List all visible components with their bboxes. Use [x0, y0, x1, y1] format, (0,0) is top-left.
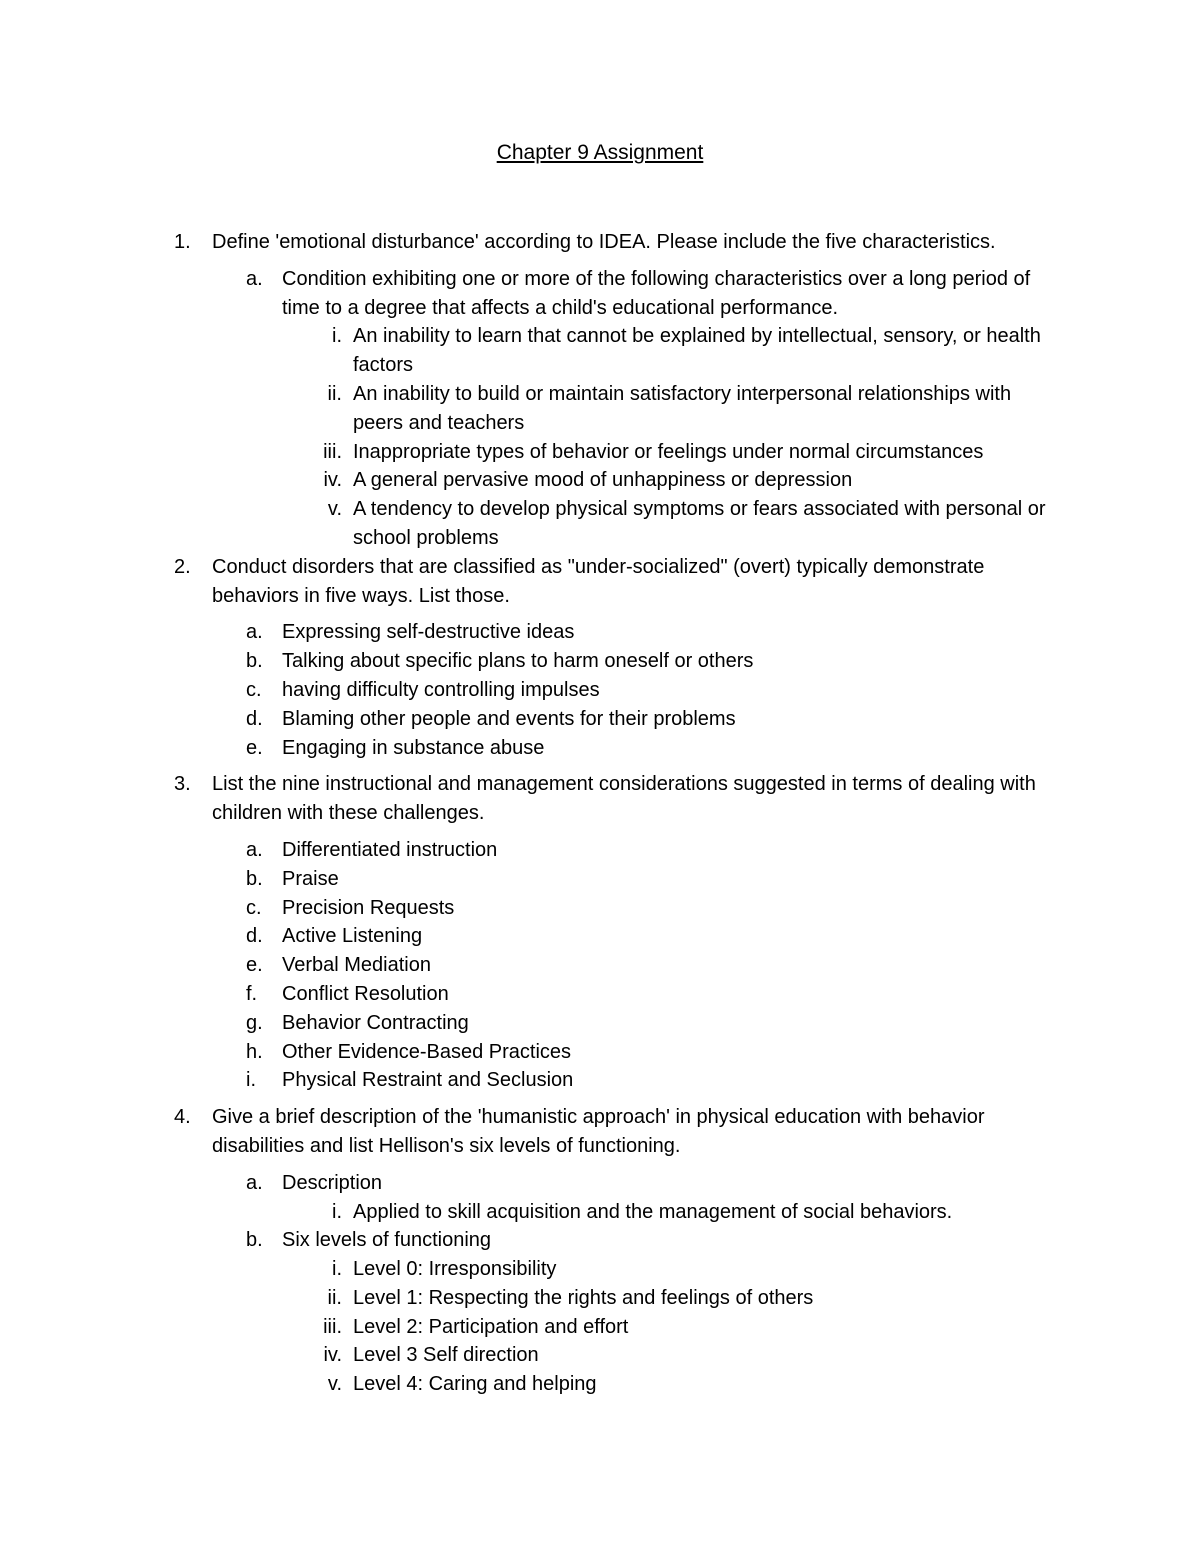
answer-marker: d.: [246, 707, 263, 730]
sub-answer-text: Inappropriate types of behavior or feelings under normal circumstances: [353, 440, 984, 463]
question-2: [0, 553, 1072, 611]
answer-marker: b.: [246, 867, 263, 890]
question-text: List the nine instructional and management considerations suggested in terms of dealing with children with these challenges.: [212, 773, 1036, 825]
answer-text: Engaging in substance abuse: [282, 736, 545, 759]
answer-item: [0, 1226, 1052, 1255]
answer-item: [0, 705, 1052, 734]
question-number: 4.: [174, 1106, 191, 1129]
answer-item: [0, 1038, 1052, 1067]
sub-answer-marker: i.: [332, 1258, 342, 1281]
sub-answer-marker: i.: [332, 325, 342, 348]
answer-item: [0, 980, 1052, 1009]
sub-answer-marker: iii.: [323, 440, 342, 463]
answer-marker: h.: [246, 1040, 263, 1063]
question-4: [0, 1103, 1072, 1161]
answer-text: Behavior Contracting: [282, 1011, 469, 1034]
answer-marker: b.: [246, 650, 263, 673]
answer-text: Conflict Resolution: [282, 982, 449, 1005]
question-text: Define 'emotional disturbance' according to IDEA. Please include the five characteristics.: [212, 231, 996, 253]
question-3: [0, 770, 1072, 828]
sub-answer-text: Level 3 Self direction: [353, 1344, 539, 1367]
answer-text: Expressing self-destructive ideas: [282, 621, 575, 644]
sub-answer-text: An inability to learn that cannot be explained by intellectual, sensory, or health factors: [353, 325, 1041, 377]
sub-answer-item: [0, 380, 1053, 438]
sub-answer-marker: ii.: [327, 382, 342, 405]
sub-answer-marker: iv.: [323, 469, 342, 492]
sub-answer-item: [0, 1255, 1053, 1284]
sub-answer-text: Level 4: Caring and helping: [353, 1373, 597, 1396]
sub-answer-item: [0, 322, 1053, 380]
answer-marker: e.: [246, 736, 263, 759]
sub-answer-text: Level 2: Participation and effort: [353, 1315, 629, 1338]
answer-item: [0, 836, 1052, 865]
page-title: Chapter 9 Assignment: [496, 141, 704, 164]
sub-answer-marker: i.: [332, 1200, 342, 1223]
answer-marker: a.: [246, 1171, 263, 1194]
answer-text: Blaming other people and events for their problems: [282, 707, 736, 730]
answer-marker: c.: [246, 678, 262, 701]
sub-answer-text: Level 1: Respecting the rights and feelings of others: [353, 1286, 814, 1309]
answer-item: [0, 1169, 1052, 1198]
sub-answer-marker: iii.: [323, 1315, 342, 1338]
answer-item: [0, 922, 1052, 951]
question-list: [0, 228, 1200, 1399]
sub-answer-text: A general pervasive mood of unhappiness or depression: [353, 469, 853, 492]
answer-item: [0, 265, 1052, 323]
sub-answer-item: [0, 1341, 1053, 1370]
answer-item: [0, 951, 1052, 980]
answer-text: Differentiated instruction: [282, 838, 498, 861]
sub-answer-marker: ii.: [327, 1286, 342, 1309]
sub-answer-text: A tendency to develop physical symptoms or fears associated with personal or school problems: [353, 498, 1046, 549]
question-1: [0, 228, 1072, 257]
answer-text: Other Evidence-Based Practices: [282, 1040, 572, 1063]
answer-marker: a.: [246, 838, 263, 861]
sub-answer-text: An inability to build or maintain satisfactory interpersonal relationships with peers and teachers: [353, 382, 1012, 434]
sub-answer-item: [0, 1284, 1053, 1313]
answer-item: [0, 1066, 1052, 1095]
answer-text: Praise: [282, 867, 339, 890]
sub-answer-item: [0, 1313, 1053, 1342]
answer-marker: d.: [246, 925, 263, 948]
answer-marker: c.: [246, 896, 262, 919]
answer-marker: i.: [246, 1069, 256, 1092]
answer-text: Six levels of functioning: [282, 1229, 492, 1252]
answer-text: Talking about specific plans to harm oneself or others: [282, 650, 754, 673]
answer-marker: b.: [246, 1229, 263, 1252]
answer-marker: e.: [246, 954, 263, 977]
answer-item: [0, 734, 1052, 763]
sub-answer-item: [0, 466, 1053, 495]
answer-item: [0, 618, 1052, 647]
answer-marker: g.: [246, 1011, 263, 1034]
answer-item: [0, 865, 1052, 894]
question-text: Conduct disorders that are classified as "under-socialized" (overt) typically demonstrate behaviors in five ways. List those.: [212, 555, 985, 607]
answer-text: having difficulty controlling impulses: [282, 678, 600, 701]
answer-item: [0, 894, 1052, 923]
answer-item: [0, 1009, 1052, 1038]
answer-text: Condition exhibiting one or more of the following characteristics over a long period of time to a degree that affects a child's educational performance.: [282, 267, 1031, 319]
answer-text: Precision Requests: [282, 896, 455, 919]
sub-answer-text: Applied to skill acquisition and the management of social behaviors.: [353, 1200, 953, 1223]
question-text: Give a brief description of the 'humanistic approach' in physical education with behavior disabilities and list Hellison's six levels of functioning.: [212, 1106, 985, 1157]
question-number: 1.: [174, 231, 191, 253]
answer-marker: f.: [246, 982, 258, 1005]
sub-answer-text: Level 0: Irresponsibility: [353, 1258, 557, 1281]
sub-answer-item: [0, 1198, 1053, 1227]
answer-item: [0, 647, 1052, 676]
question-number: 2.: [174, 555, 191, 578]
answer-text: Physical Restraint and Seclusion: [282, 1069, 574, 1092]
sub-answer-item: [0, 495, 1053, 553]
answer-text: Description: [282, 1171, 383, 1194]
sub-answer-item: [0, 438, 1053, 467]
answer-text: Verbal Mediation: [282, 954, 431, 977]
answer-marker: a.: [246, 621, 263, 644]
sub-answer-item: [0, 1370, 1053, 1399]
answer-marker: a.: [246, 267, 263, 290]
sub-answer-marker: iv.: [323, 1344, 342, 1367]
sub-answer-marker: v.: [327, 1373, 342, 1396]
answer-text: Active Listening: [282, 925, 423, 948]
sub-answer-marker: v.: [327, 498, 342, 521]
answer-item: [0, 676, 1052, 705]
question-number: 3.: [174, 773, 191, 796]
